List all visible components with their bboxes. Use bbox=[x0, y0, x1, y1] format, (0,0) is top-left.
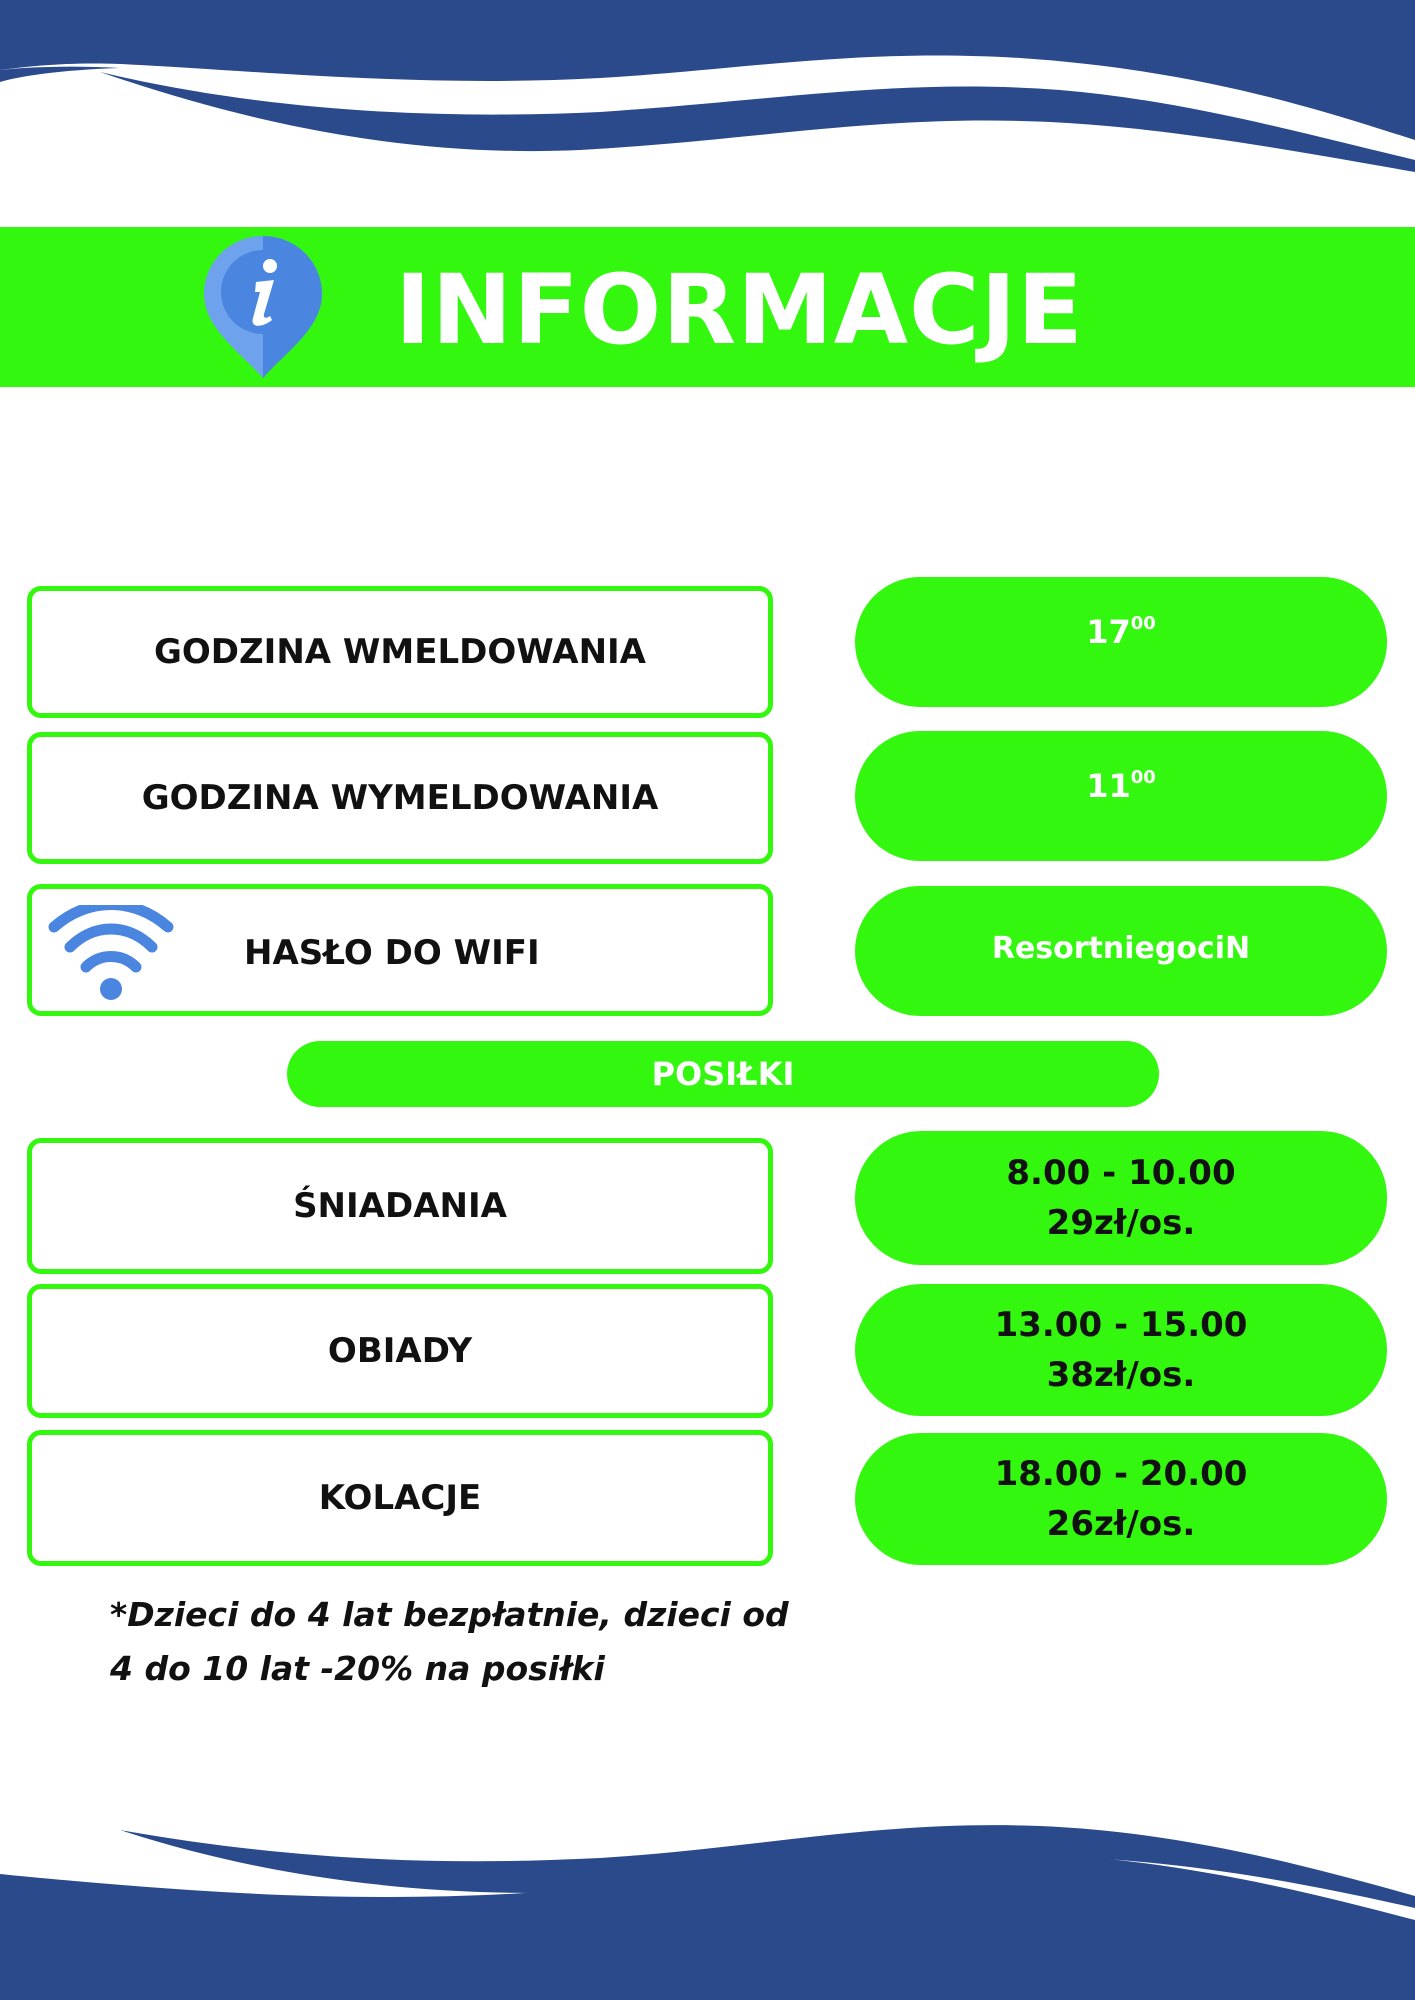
top-wave-decoration bbox=[0, 0, 1415, 190]
meal-price-dinner: 26zł/os. bbox=[1046, 1504, 1196, 1544]
meals-section-header bbox=[287, 1041, 1159, 1107]
wifi-password-pill bbox=[855, 886, 1387, 1016]
checkin-time-pill bbox=[855, 577, 1387, 707]
bottom-wave-decoration bbox=[0, 1800, 1415, 2000]
footnote-line-2: 4 do 10 lat -20% na posiłki bbox=[110, 1649, 605, 1688]
wifi-password: ResortniegociN bbox=[991, 930, 1251, 966]
meal-time-lunch: 13.00 - 15.00 bbox=[994, 1305, 1248, 1345]
meal-label-breakfast: ŚNIADANIA bbox=[293, 1186, 507, 1226]
meal-price-lunch: 38zł/os. bbox=[1046, 1355, 1196, 1395]
meal-info-pill-dinner bbox=[855, 1433, 1387, 1565]
checkin-label: GODZINA WMELDOWANIA bbox=[153, 632, 646, 672]
meal-info-pill-lunch bbox=[855, 1284, 1387, 1416]
checkin-label-box bbox=[27, 586, 773, 718]
checkout-label: GODZINA WYMELDOWANIA bbox=[141, 778, 659, 818]
checkin-time: $17^{00}$ bbox=[1086, 613, 1156, 651]
children-discount-note bbox=[110, 1588, 810, 1696]
meal-info-pill-breakfast bbox=[855, 1131, 1387, 1265]
meal-label-lunch: OBIADY bbox=[327, 1331, 473, 1371]
page-title: INFORMACJE bbox=[395, 254, 1084, 366]
checkout-time: $11^{00}$ bbox=[1086, 767, 1156, 805]
meal-label-box-dinner bbox=[27, 1430, 773, 1566]
checkout-label-box bbox=[27, 732, 773, 864]
footnote-line-1: *Dzieci do 4 lat bezpłatnie, dzieci od bbox=[110, 1595, 789, 1634]
meal-label-box-breakfast bbox=[27, 1138, 773, 1274]
meal-label-dinner: KOLACJE bbox=[318, 1478, 482, 1518]
meal-time-dinner: 18.00 - 20.00 bbox=[994, 1454, 1248, 1494]
wifi-icon bbox=[48, 905, 174, 1001]
meal-price-breakfast: 29zł/os. bbox=[1046, 1203, 1196, 1243]
meal-label-box-lunch bbox=[27, 1284, 773, 1418]
meal-time-breakfast: 8.00 - 10.00 bbox=[1006, 1153, 1236, 1193]
wifi-label: HASŁO DO WIFI bbox=[244, 933, 540, 973]
meals-section-title: POSIŁKI bbox=[651, 1055, 795, 1093]
info-marker-icon bbox=[200, 232, 326, 382]
checkout-time-pill bbox=[855, 731, 1387, 861]
